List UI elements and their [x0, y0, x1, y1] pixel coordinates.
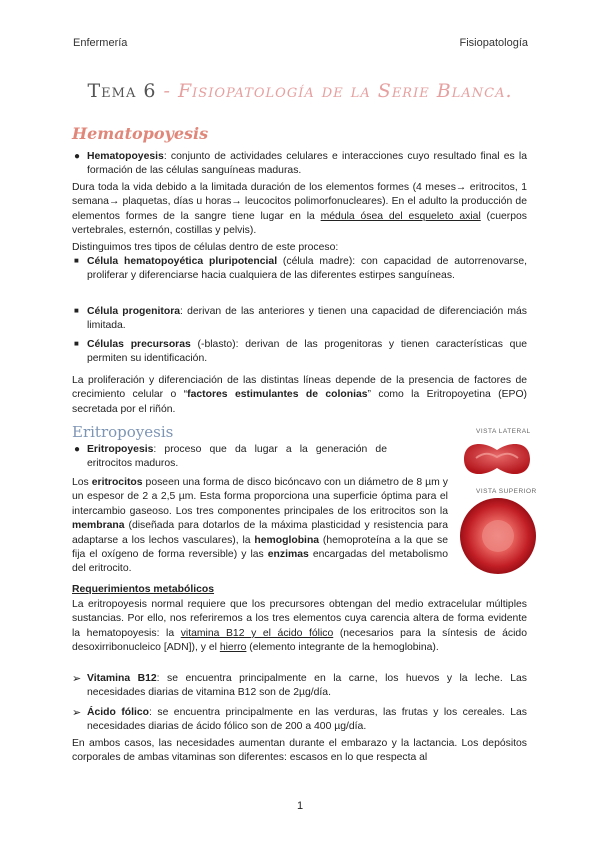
text: La proliferación y diferenciación de las distintas líneas depende de la presencia de factores de crecimiento celular o “	[72, 375, 527, 401]
section-heading-eritropoyesis: Eritropoyesis	[72, 423, 174, 441]
text: encargadas del metabolismo del eritrocito.	[72, 549, 448, 575]
arrow-bullet: ➢	[72, 673, 82, 685]
square-bullet: ■	[74, 339, 79, 348]
arrow-bullet: ➢	[72, 707, 82, 719]
paragraph-types-intro: Distinguimos tres tipos de células dentro de este proceso:	[72, 242, 339, 253]
underlined-text: hierro	[219, 642, 247, 654]
paragraph-requerimientos	[72, 598, 527, 656]
page-title	[0, 80, 600, 102]
vitamin-item	[87, 672, 527, 701]
bullet-dot: ●	[74, 444, 81, 455]
text: (-blasto): derivan de las progenitoras y tienen características que permiten su identificación.	[87, 339, 527, 365]
header-right: Fisiopatología	[459, 37, 528, 49]
bold-text: factores estimulantes de colonias	[187, 389, 368, 401]
bold-text: membrana	[72, 520, 125, 532]
text: : proceso que da lugar a la generación de eritrocitos maduros.	[87, 444, 387, 470]
bullet-eritropoyesis	[87, 443, 387, 472]
term: Ácido fólico	[87, 707, 150, 718]
figure-caption-lateral: VISTA LATERAL	[476, 428, 531, 435]
text: : se encuentra principalmente en las verduras, las frutas y los cereales. Las necesidades diarias de ácido fólico son de 200 a 400 µg/día.	[87, 707, 527, 733]
text: Dura toda la vida debido a la limitada duración de los elementos formes (4 meses→ eritrocitos, 1 semana→ plaquetas, días u horas→ leucocitos polimorfonucleares). En el adulto la producción de elementos formes de la sangre tiene lugar en la	[72, 182, 527, 222]
underlined-text: vitamina B12 y el ácido fólico	[180, 627, 334, 639]
term: Célula hematopoyética pluripotencial	[87, 256, 278, 267]
bullet-hematopoyesis	[87, 150, 527, 179]
bold-text: hemoglobina	[254, 534, 320, 546]
bullet-dot: ●	[74, 151, 81, 162]
vitamin-item	[87, 706, 527, 735]
text: ” como la Eritropoyetina (EPO) secretada por el riñón.	[72, 389, 528, 415]
type-item	[87, 305, 527, 334]
text: : se encuentra principalmente en la carne, los huevos y la leche. Las necesidades diarias de vitamina B12 son de 2µg/día.	[87, 673, 527, 699]
text: Los	[72, 477, 92, 488]
bold-text: enzimas	[267, 549, 309, 561]
term: Vitamina B12	[87, 673, 157, 684]
bullet-text: : conjunto de actividades celulares e interacciones cuyo resultado final es la formación de las células sanguíneas maduras.	[87, 151, 527, 177]
underlined-text: médula ósea del esqueleto axial	[320, 210, 481, 222]
type-item	[87, 338, 527, 367]
subheading-requerimientos: Requerimientos metabólicos	[72, 584, 215, 595]
text: (elemento integrante de la hemoglobina).	[246, 642, 439, 654]
text: La eritropoyesis normal requiere que los precursores obtengan del medio extracelular múltiples sustancias. Por ello, nos referiremos a los tres elementos cuya carencia altera de forma evidente la hematopoyesis: la	[72, 599, 527, 639]
term: Células precursoras	[87, 339, 191, 350]
title-part1: Tema 6	[87, 80, 164, 102]
paragraph-factors	[72, 374, 527, 417]
header-left: Enfermería	[73, 37, 128, 49]
paragraph-eritrocitos	[72, 476, 448, 577]
bold-text: eritrocitos	[91, 477, 143, 488]
term: Célula progenitora	[87, 306, 181, 317]
figure-caption-superior: VISTA SUPERIOR	[476, 488, 537, 495]
paragraph-final: En ambos casos, las necesidades aumentan durante el embarazo y la lactancia. Los depósitos corporales de ambas vitaminas son diferentes: escasos en lo que respecta al	[72, 738, 527, 764]
title-part2: - Fisiopatología de la Serie Blanca.	[163, 80, 513, 102]
section-heading-hematopoyesis: Hematopoyesis	[72, 124, 209, 143]
type-item	[87, 255, 527, 284]
text: (necesarios para la síntesis de ácido desoxirribonucleico [ADN]), y el	[72, 627, 527, 654]
text: (diseñada para dotarlos de la máxima plasticidad y resistencia para adaptarse a los lechos vasculares), la	[72, 520, 448, 546]
page-number: 1	[296, 800, 304, 812]
square-bullet: ■	[74, 306, 79, 315]
text: : derivan de las anteriores y tienen una capacidad de diferenciación más limitada.	[87, 306, 527, 332]
paragraph-duration	[72, 181, 527, 239]
term: Hematopoyesis	[87, 151, 164, 162]
square-bullet: ■	[74, 256, 79, 265]
text: poseen una forma de disco bicóncavo con un diámetro de 8 µm y un espesor de 2 a 2,5 µm. Esta forma proporciona una superficie óptima para el intercambio gaseoso. Los tres componentes principales de los eritrocitos son la	[72, 477, 448, 517]
text: (hemoproteína a la que se fija el oxígeno de forma reversible) y las	[72, 534, 448, 561]
term: Eritropoyesis	[87, 444, 154, 455]
text: (célula madre): con capacidad de autorrenovarse, proliferar y diferenciarse hacia cualquiera de las diferentes estirpes sanguíneas.	[87, 256, 527, 282]
rbc-lateral-view	[456, 436, 538, 482]
text: (cuerpos vertebrales, esternón, costillas y pelvis).	[72, 210, 527, 237]
rbc-top-view	[458, 496, 538, 576]
